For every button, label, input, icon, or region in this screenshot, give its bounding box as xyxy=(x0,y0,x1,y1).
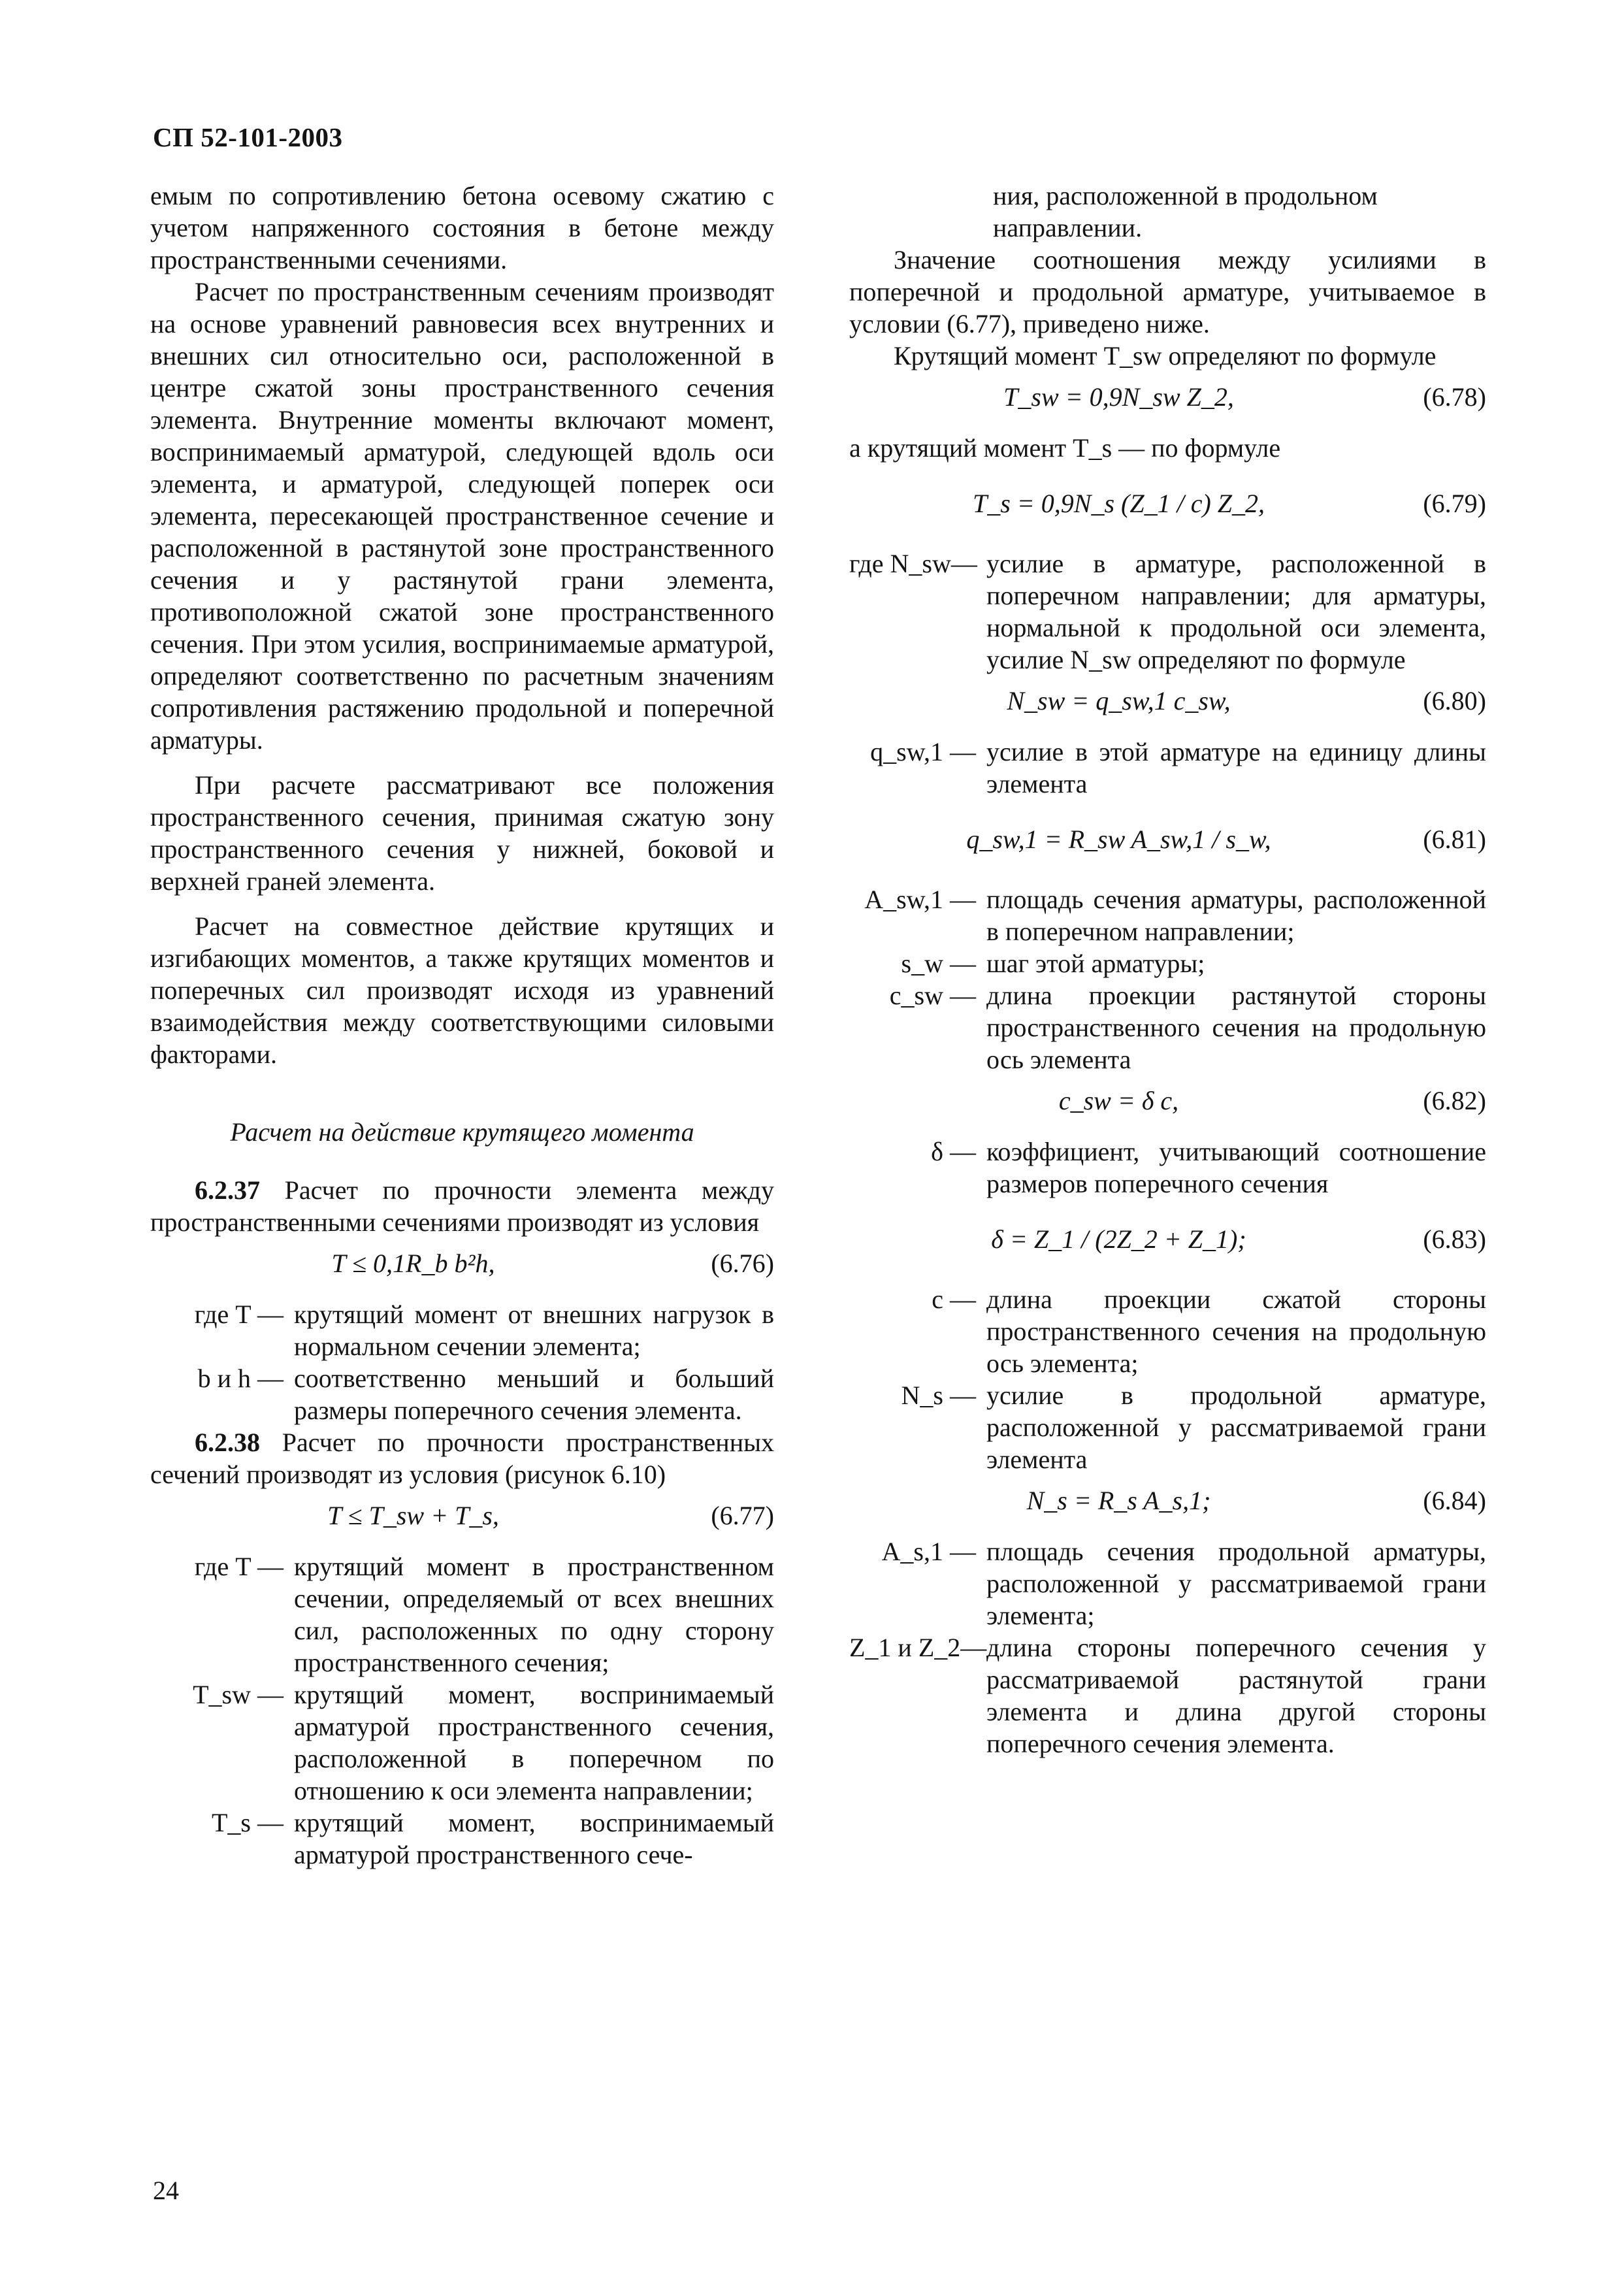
page-header: СП 52-101-2003 xyxy=(153,122,343,152)
definition-text: усилие в этой арматуре на единицу длины элемента xyxy=(986,737,1486,798)
formula-6-77 xyxy=(150,1499,774,1541)
formula-number: (6.78) xyxy=(1423,382,1486,412)
formula-6-83 xyxy=(849,1209,1486,1274)
formula-6-76 xyxy=(150,1247,774,1289)
paragraph: Крутящий момент T_sw определяют по формуле xyxy=(894,341,1437,370)
formula-expression: q_sw,1 = R_sw A_sw,1 / s_w, xyxy=(966,825,1271,854)
definition-item xyxy=(849,1631,1486,1760)
formula-6-84 xyxy=(849,1484,1486,1526)
definition-term: b и h — xyxy=(197,1364,284,1393)
formula-6-79 xyxy=(849,473,1486,538)
clause-6-2-38 xyxy=(150,1426,774,1490)
definition-item xyxy=(849,1535,1486,1631)
definition-item xyxy=(849,1136,1486,1200)
definition-item xyxy=(849,979,1486,1075)
formula-expression: T_s = 0,9N_s (Z_1 / c) Z_2, xyxy=(972,489,1265,518)
definition-text: площадь сечения арматуры, расположенной в поперечном направлении; xyxy=(986,885,1486,946)
formula-number: (6.84) xyxy=(1423,1486,1486,1515)
definition-term: N_s — xyxy=(901,1381,976,1410)
definition-text: длина проекции растянутой стороны пространственного сечения на продольную ось элемента xyxy=(986,981,1486,1074)
definition-term: где N_sw— xyxy=(849,549,977,578)
formula-number: (6.82) xyxy=(1423,1086,1486,1115)
definition-item xyxy=(150,1298,774,1362)
formula-expression: c_sw = δ c, xyxy=(1058,1086,1179,1115)
definition-item xyxy=(849,548,1486,676)
formula-expression: T_sw = 0,9N_sw Z_2, xyxy=(1003,382,1234,412)
formula-6-82 xyxy=(849,1085,1486,1126)
definition-term: Z_1 и Z_2— xyxy=(849,1633,987,1662)
paragraph: Расчет по пространственным сечениям производят на основе уравнений равновесия всех внутренних и внешних сил относительно оси, расположенной в центре сжатой зоны пространственного сечения элемента. Внутренние моменты включают момент, воспринимаемый арматурой, следующей вдоль оси элемента, и арматурой, следующей поперек оси элемента, пересекающей пространственное сечение и расположенной в растянутой зоне пространственного сечения и у растянутой грани элемента, противоположной сжатой зоне пространственного сечения. При этом усилия, воспринимаемые арматурой, определяют соответственно по расчетным значениям сопротивления растяжению продольной и поперечной арматуры. xyxy=(150,277,774,755)
definition-term: q_sw,1 — xyxy=(870,737,976,766)
formula-6-78 xyxy=(849,381,1486,423)
definition-text: крутящий момент в пространственном сечении, определяемый от всех внешних сил, расположенных по одну сторону пространственного сечения; xyxy=(294,1552,774,1677)
definition-term: T_sw — xyxy=(193,1680,284,1709)
definition-text: площадь сечения продольной арматуры, расположенной у рассматриваемой грани элемента; xyxy=(986,1537,1486,1630)
definition-text: крутящий момент, воспринимаемый арматурой пространственного сече- xyxy=(294,1808,774,1869)
definition-item xyxy=(849,736,1486,800)
formula-number: (6.77) xyxy=(711,1501,774,1530)
paragraph: а крутящий момент T_s — по формуле xyxy=(849,433,1281,463)
paragraph: Значение соотношения между усилиями в поперечной и продольной арматуре, учитываемое в условии (6.77), приведено ниже. xyxy=(849,245,1486,338)
section-subheading: Расчет на действие крутящего момента xyxy=(230,1117,694,1147)
formula-expression: δ = Z_1 / (2Z_2 + Z_1); xyxy=(991,1224,1246,1254)
definition-term: T_s — xyxy=(212,1808,284,1837)
formula-expression: N_sw = q_sw,1 c_sw, xyxy=(1007,686,1231,715)
definition-term: A_s,1 — xyxy=(881,1537,976,1566)
formula-number: (6.80) xyxy=(1423,686,1486,715)
definition-term: δ — xyxy=(931,1137,976,1166)
definition-item xyxy=(150,1362,774,1426)
definition-term: где T — xyxy=(194,1552,284,1581)
definition-text: усилие в арматуре, расположенной в поперечном направлении; для арматуры, нормальной к продольной оси элемента, усилие N_sw определяют по формуле xyxy=(986,549,1486,674)
definition-text: коэффициент, учитывающий соотношение размеров поперечного сечения xyxy=(986,1137,1486,1198)
definition-text: длина проекции сжатой стороны пространственного сечения на продольную ось элемента; xyxy=(986,1285,1486,1378)
definition-item xyxy=(150,1550,774,1679)
definition-text: длина стороны поперечного сечения у рассматриваемой растянутой грани элемента и длина другой стороны поперечного сечения элемента. xyxy=(986,1633,1486,1758)
formula-expression: N_s = R_s A_s,1; xyxy=(1026,1486,1211,1515)
paragraph: Расчет на совместное действие крутящих и изгибающих моментов, а также крутящих моментов и поперечных сил производят исходя из уравнений взаимодействия между соответствующими силовыми факторами. xyxy=(150,911,774,1069)
definition-term: где T — xyxy=(194,1300,284,1329)
definition-text: шаг этой арматуры; xyxy=(986,949,1205,978)
definition-item xyxy=(849,1379,1486,1475)
definition-text: крутящий момент, воспринимаемый арматурой пространственного сечения, расположенной в поперечном по отношению к оси элемента направлении; xyxy=(294,1680,774,1805)
clause-text: Расчет по прочности элемента между пространственными сечениями производят из условия xyxy=(150,1175,774,1237)
clause-number: 6.2.38 xyxy=(195,1428,260,1457)
formula-6-81 xyxy=(849,809,1486,874)
clause-6-2-37 xyxy=(150,1174,774,1238)
formula-number: (6.83) xyxy=(1423,1224,1486,1254)
paragraph: ния, расположенной в продольном направлении. xyxy=(993,181,1378,242)
definition-term: c_sw — xyxy=(889,981,976,1010)
formula-number: (6.76) xyxy=(711,1249,774,1278)
definition-item xyxy=(150,1807,774,1871)
definition-term: A_sw,1 — xyxy=(864,885,976,914)
definition-item xyxy=(849,883,1486,947)
definition-text: усилие в продольной арматуре, расположенной у рассматриваемой грани элемента xyxy=(986,1381,1486,1474)
paragraph: При расчете рассматривают все положения пространственного сечения, принимая сжатую зону пространственного сечения у нижней, боковой и верхней граней элемента. xyxy=(150,770,774,896)
formula-expression: T ≤ 0,1R_b b²h, xyxy=(331,1249,495,1278)
right-column xyxy=(849,180,1486,1760)
definition-item xyxy=(849,947,1486,979)
left-column xyxy=(150,180,774,1871)
formula-number: (6.81) xyxy=(1423,825,1486,854)
formula-number: (6.79) xyxy=(1423,489,1486,518)
clause-text: Расчет по прочности пространственных сечений производят из условия (рисунок 6.10) xyxy=(150,1428,774,1489)
formula-6-80 xyxy=(849,685,1486,727)
definition-item xyxy=(150,1679,774,1807)
definition-term: s_w — xyxy=(901,949,976,978)
definition-term: c — xyxy=(932,1285,976,1314)
page-number: 24 xyxy=(153,2176,179,2205)
definition-text: соответственно меньший и больший размеры поперечного сечения элемента. xyxy=(294,1364,774,1425)
clause-number: 6.2.37 xyxy=(195,1175,260,1205)
definition-item xyxy=(849,1283,1486,1379)
formula-expression: T ≤ T_sw + T_s, xyxy=(327,1501,499,1530)
definition-text: крутящий момент от внешних нагрузок в нормальном сечении элемента; xyxy=(294,1300,774,1361)
paragraph: емым по сопротивлению бетона осевому сжатию с учетом напряженного состояния в бетоне между пространственными сечениями. xyxy=(150,181,774,274)
